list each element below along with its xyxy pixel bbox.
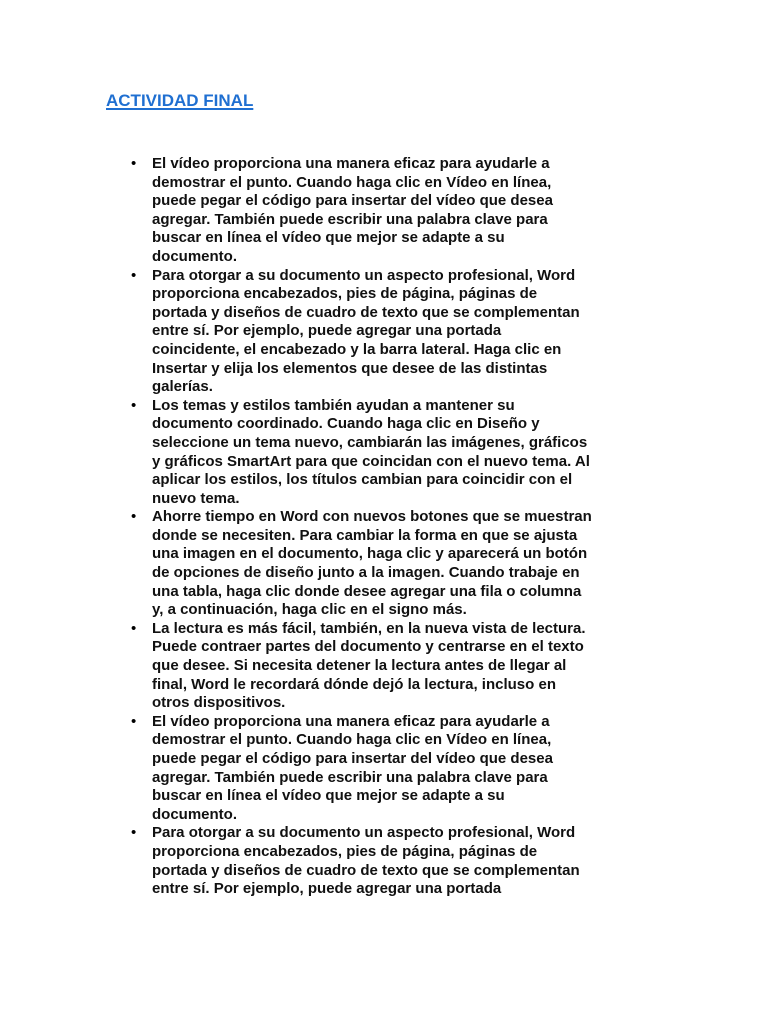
paragraph-line: El vídeo proporciona una manera eficaz para ayudarle a — [152, 712, 550, 730]
paragraph-line: entre sí. Por ejemplo, puede agregar una portada — [152, 880, 502, 898]
bullet-icon: • — [131, 266, 137, 284]
paragraph-line: portada y diseños de cuadro de texto que se complementan — [152, 861, 580, 879]
paragraph-line: y gráficos SmartArt para que coincidan con el nuevo tema. Al — [152, 452, 590, 470]
paragraph-line: de opciones de diseño junto a la imagen. Cuando trabaje en — [152, 564, 580, 582]
list-item — [131, 155, 662, 267]
bullet-list — [131, 155, 662, 899]
paragraph-line: nuevo tema. — [152, 489, 240, 507]
paragraph-line: una imagen en el documento, haga clic y aparecerá un botón — [152, 545, 588, 563]
paragraph-line: buscar en línea el vídeo que mejor se adapte a su — [152, 787, 505, 805]
paragraph-line: Insertar y elija los elementos que desee de las distintas — [152, 359, 548, 377]
bullet-icon: • — [131, 508, 137, 526]
page-title: ACTIVIDAD FINAL — [106, 91, 254, 110]
list-item — [131, 619, 662, 713]
list-item — [131, 508, 662, 620]
paragraph-line: puede pegar el código para insertar del vídeo que desea — [152, 192, 553, 210]
paragraph-line: demostrar el punto. Cuando haga clic en Vídeo en línea, — [152, 173, 552, 191]
paragraph-line: Los temas y estilos también ayudan a mantener su — [152, 396, 515, 414]
bullet-icon: • — [131, 619, 137, 637]
bullet-icon: • — [131, 712, 137, 730]
paragraph-line: Para otorgar a su documento un aspecto profesional, Word — [152, 824, 576, 842]
paragraph-line: portada y diseños de cuadro de texto que se complementan — [152, 303, 580, 321]
paragraph-line: otros dispositivos. — [152, 694, 286, 712]
bullet-icon: • — [131, 155, 137, 172]
list-item — [131, 824, 662, 898]
paragraph-line: agregar. También puede escribir una palabra clave para — [152, 768, 548, 786]
list-item — [131, 396, 662, 509]
list-item — [131, 266, 662, 397]
paragraph-line: coincidente, el encabezado y la barra lateral. Haga clic en — [152, 340, 562, 358]
paragraph-line: proporciona encabezados, pies de página, páginas de — [152, 842, 538, 860]
paragraph-line: documento coordinado. Cuando haga clic en Diseño y — [152, 415, 540, 433]
paragraph-line: agregar. También puede escribir una palabra clave para — [152, 210, 548, 228]
paragraph-line: galerías. — [152, 378, 213, 396]
paragraph-line: aplicar los estilos, los títulos cambian para coincidir con el — [152, 471, 573, 489]
paragraph-line: seleccione un tema nuevo, cambiarán las imágenes, gráficos — [152, 433, 588, 451]
paragraph-line: Puede contraer partes del documento y centrarse en el texto — [152, 638, 584, 656]
paragraph-line: que desee. Si necesita detener la lectura antes de llegar al — [152, 657, 567, 675]
paragraph-line: entre sí. Por ejemplo, puede agregar una portada — [152, 322, 502, 340]
paragraph-line: proporciona encabezados, pies de página, páginas de — [152, 285, 538, 303]
paragraph-line: documento. — [152, 805, 237, 823]
paragraph-line: El vídeo proporciona una manera eficaz para ayudarle a — [152, 155, 550, 172]
paragraph-line: y, a continuación, haga clic en el signo más. — [152, 601, 467, 619]
paragraph-line: final, Word le recordará dónde dejó la lectura, incluso en — [152, 675, 556, 693]
paragraph-line: demostrar el punto. Cuando haga clic en Vídeo en línea, — [152, 731, 552, 749]
list-item — [131, 712, 662, 825]
paragraph-line: La lectura es más fácil, también, en la nueva vista de lectura. — [152, 619, 586, 637]
paragraph-line: donde se necesiten. Para cambiar la forma en que se ajusta — [152, 526, 578, 544]
paragraph-line: puede pegar el código para insertar del vídeo que desea — [152, 750, 553, 767]
paragraph-line: una tabla, haga clic donde desee agregar una fila o columna — [152, 582, 582, 600]
paragraph-line: Para otorgar a su documento un aspecto profesional, Word — [152, 266, 576, 284]
paragraph-line: buscar en línea el vídeo que mejor se adapte a su — [152, 229, 505, 247]
bullet-icon: • — [131, 824, 137, 842]
bullet-icon: • — [131, 396, 137, 414]
paragraph-line: Ahorre tiempo en Word con nuevos botones que se muestran — [152, 508, 592, 526]
paragraph-line: documento. — [152, 247, 237, 265]
